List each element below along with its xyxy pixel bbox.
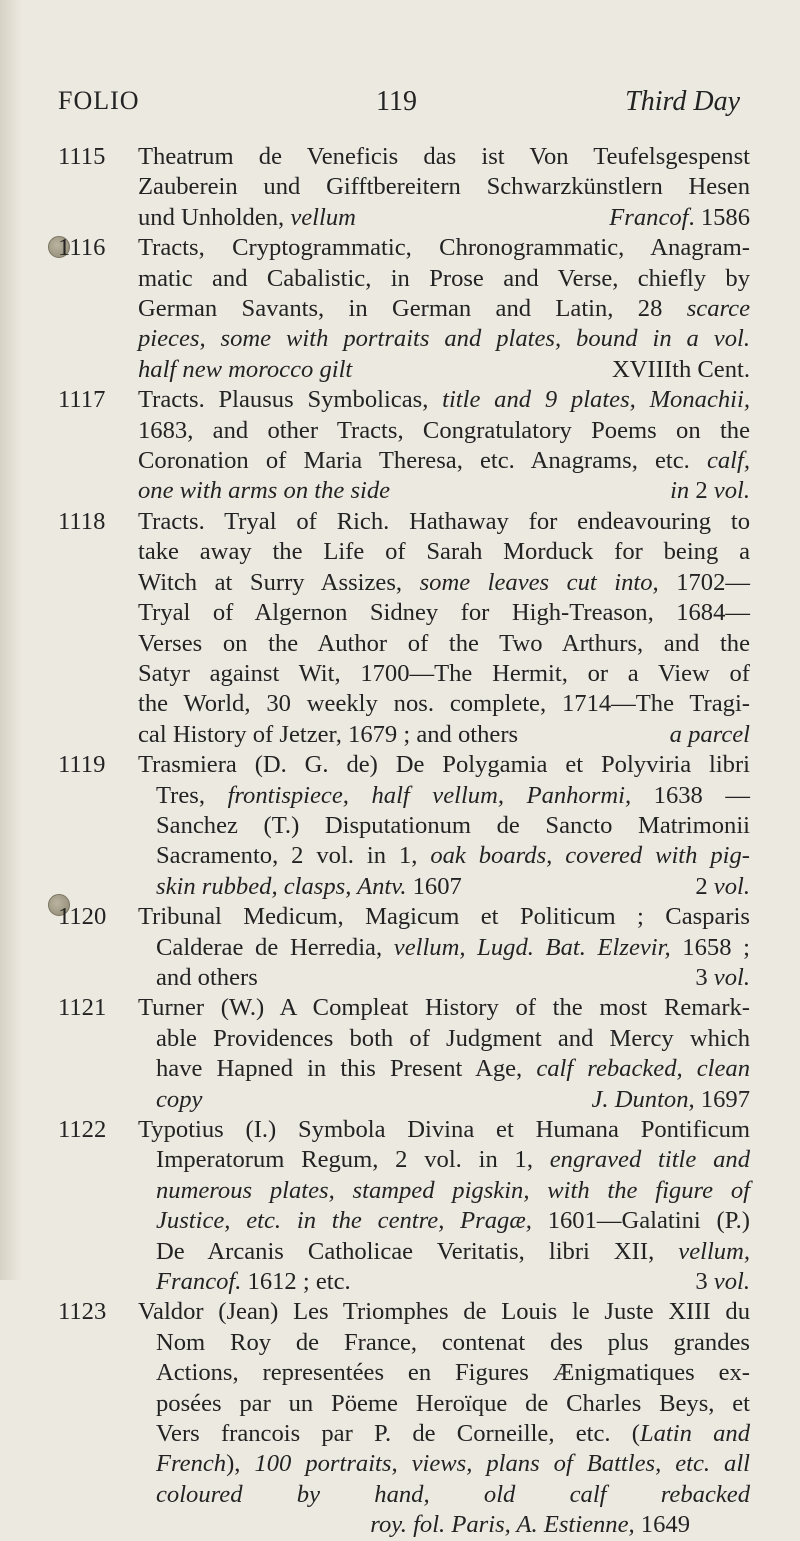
folio-label: FOLIO bbox=[58, 86, 140, 115]
entry-line-right bbox=[612, 355, 750, 385]
text-run: Satyr against Wit, 1700—The Hermit, or a View of bbox=[138, 659, 750, 687]
text-run: half new morocco gilt bbox=[138, 355, 353, 383]
text-run: matic and Cabalistic, in Prose and Verse, chiefly by bbox=[138, 264, 750, 292]
text-run: Theatrum de Veneficis das ist Von Teufelsgespenst bbox=[138, 143, 750, 170]
text-run: 3 bbox=[695, 963, 714, 991]
text-run: the World, 30 weekly nos. complete, 1714—The Tragi- bbox=[138, 690, 750, 718]
text-run: in bbox=[670, 477, 690, 505]
text-run: calf rebacked, clean bbox=[536, 1055, 750, 1083]
catalogue-entry bbox=[58, 142, 750, 233]
lot-number: 1122 bbox=[58, 1116, 107, 1143]
text-run: German Savants, in German and Latin, 28 bbox=[138, 295, 687, 323]
text-run: Vers francois par P. de Corneille, etc. ( bbox=[156, 1420, 640, 1448]
entry-line bbox=[138, 933, 750, 963]
page-header bbox=[58, 86, 740, 126]
entry-line-right bbox=[592, 1085, 751, 1115]
text-run: Tryal of Algernon Sidney for High-Treason, 1684— bbox=[138, 599, 750, 627]
text-run: French bbox=[156, 1450, 227, 1478]
text-run: Tres, bbox=[156, 781, 228, 809]
text-run: 2 bbox=[689, 477, 714, 505]
text-run: have Hapned in this Present Age, bbox=[156, 1055, 537, 1083]
entry-line bbox=[138, 233, 750, 263]
lot-number: 1121 bbox=[58, 994, 107, 1022]
text-run: 100 portraits, views, plans of Battles, etc. all bbox=[254, 1450, 750, 1478]
entry-line-right bbox=[695, 872, 750, 902]
text-run: Tracts. Plausus Symbolicas, bbox=[138, 386, 443, 414]
text-run: title and 9 plates, Monachii, bbox=[442, 386, 750, 414]
text-run: vol. bbox=[713, 477, 750, 505]
text-run: . 1586 bbox=[688, 203, 750, 231]
entry-line bbox=[138, 993, 750, 1023]
text-run: 1638 — bbox=[631, 781, 751, 809]
text-run: Justice, etc. in the centre, Pragæ, bbox=[156, 1207, 532, 1235]
entry-line bbox=[138, 446, 750, 476]
text-run: Valdor (Jean) Les Triomphes de Louis le Juste XIII du bbox=[138, 1298, 750, 1326]
text-run: Nom Roy de France, contenat des plus grandes bbox=[156, 1328, 750, 1356]
entry-line bbox=[138, 841, 750, 871]
text-run: cal History of Jetzer, 1679 ; and others bbox=[138, 720, 519, 748]
catalogue-entry bbox=[58, 1297, 750, 1539]
text-run: some leaves cut into, bbox=[419, 568, 659, 596]
text-run: roy. fol. Paris, A. Estienne, bbox=[370, 1511, 635, 1539]
text-run: Actions, representées en Figures Ænigmatiques ex- bbox=[156, 1359, 750, 1387]
entry-line bbox=[138, 1419, 750, 1449]
text-run: calf, bbox=[706, 447, 750, 475]
entry-line bbox=[138, 598, 750, 628]
text-run: vellum, bbox=[678, 1237, 750, 1265]
catalogue-entry bbox=[58, 233, 750, 385]
entry-line bbox=[138, 1297, 750, 1327]
entry-line bbox=[138, 264, 750, 294]
entry-line bbox=[138, 720, 750, 750]
entry-line bbox=[138, 142, 750, 172]
entry-line bbox=[138, 294, 750, 324]
entry-line bbox=[138, 1389, 750, 1419]
text-run: Zauberein und Gifftbereitern Schwarzkünstlern Hesen bbox=[138, 173, 750, 201]
text-run: Tracts, Cryptogrammatic, Chronogrammatic, Anagram- bbox=[138, 234, 750, 262]
text-run: coloured by hand, old calf rebacked bbox=[156, 1480, 750, 1508]
text-run: a parcel bbox=[669, 720, 750, 748]
entry-line bbox=[138, 811, 750, 841]
entry-line bbox=[138, 1115, 750, 1145]
text-run: numerous plates, stamped pigskin, with the figure of bbox=[156, 1176, 750, 1204]
entry-line bbox=[138, 416, 750, 446]
entry-line bbox=[138, 1267, 750, 1297]
text-run: take away the Life of Sarah Morduck for being a bbox=[138, 538, 750, 566]
text-run: Verses on the Author of the Two Arthurs, and the bbox=[138, 629, 750, 657]
text-run: ), bbox=[226, 1450, 255, 1478]
entry-line bbox=[138, 1176, 750, 1206]
text-run: Tribunal Medicum, Magicum et Politicum ; Casparis bbox=[138, 903, 750, 931]
text-run: Sanchez (T.) Disputationum de Sancto Matrimonii bbox=[156, 811, 750, 839]
text-run: copy bbox=[156, 1085, 203, 1113]
entry-line-right bbox=[609, 203, 750, 233]
lot-number: 1120 bbox=[58, 903, 107, 931]
entry-line bbox=[138, 1358, 750, 1388]
entry-line bbox=[138, 172, 750, 202]
entry-line bbox=[138, 355, 750, 385]
day-label: Third Day bbox=[625, 86, 740, 117]
text-run: scarce bbox=[686, 295, 750, 323]
entry-line-right bbox=[670, 476, 750, 506]
entry-line bbox=[138, 1024, 750, 1054]
entry-line bbox=[138, 629, 750, 659]
entry-line bbox=[138, 659, 750, 689]
catalogue-entry bbox=[58, 385, 750, 507]
entry-line bbox=[138, 507, 750, 537]
entry-line bbox=[138, 1480, 750, 1510]
text-run: Coronation of Maria Theresa, etc. Anagrams, etc. bbox=[138, 447, 707, 475]
entry-line bbox=[138, 537, 750, 567]
text-run: Typotius (I.) Symbola Divina et Humana Pontificum bbox=[138, 1116, 750, 1143]
text-run: und Unholden, bbox=[138, 203, 291, 231]
lot-number: 1116 bbox=[58, 234, 106, 262]
entry-line-right bbox=[695, 963, 750, 993]
entry-line bbox=[138, 872, 750, 902]
entry-line bbox=[138, 963, 750, 993]
text-run: vellum, Lugd. Bat. Elzevir, bbox=[393, 933, 671, 961]
text-run: Trasmiera (D. G. de) De Polygamia et Polyviria libri bbox=[138, 751, 750, 779]
text-run: pieces, some with portraits and plates, bound in a vol. bbox=[138, 325, 750, 353]
entry-line bbox=[138, 203, 750, 233]
catalogue-entry bbox=[58, 750, 750, 902]
text-run: posées par un Pöeme Heroïque de Charles Beys, et bbox=[156, 1389, 750, 1417]
text-run: Sacramento, 2 vol. in 1, bbox=[156, 842, 431, 870]
text-run: 1658 ; bbox=[670, 933, 750, 961]
catalogue-entry bbox=[58, 1115, 750, 1297]
text-run: 1683, and other Tracts, Congratulatory Poems on the bbox=[138, 416, 750, 444]
text-run: Francof. bbox=[156, 1268, 242, 1296]
entry-line bbox=[138, 476, 750, 506]
text-run: vol. bbox=[713, 872, 750, 900]
entry-line bbox=[138, 781, 750, 811]
text-run: skin rubbed, clasps, Antv. bbox=[156, 872, 407, 900]
catalogue-entry bbox=[58, 993, 750, 1115]
entry-line bbox=[138, 1085, 750, 1115]
entry-line bbox=[138, 385, 750, 415]
text-run: 2 bbox=[695, 872, 714, 900]
text-run: Turner (W.) A Compleat History of the most Remark- bbox=[138, 994, 750, 1022]
lot-number: 1117 bbox=[58, 386, 106, 414]
text-run: frontispiece, half vellum, Panhormi, bbox=[227, 781, 632, 809]
text-run: 1612 ; etc. bbox=[241, 1268, 351, 1296]
text-run: 1601—Galatini (P.) bbox=[531, 1207, 750, 1235]
text-run: vol. bbox=[713, 963, 750, 991]
text-run: Francof bbox=[609, 203, 689, 231]
text-run: vellum bbox=[290, 203, 356, 231]
text-run: engraved title and bbox=[549, 1146, 750, 1174]
entry-line bbox=[138, 1206, 750, 1236]
lot-number: 1123 bbox=[58, 1298, 107, 1326]
lot-number: 1115 bbox=[58, 143, 106, 170]
lot-number: 1119 bbox=[58, 751, 106, 779]
catalogue-entries bbox=[58, 142, 750, 1541]
page-edge-shadow bbox=[0, 0, 22, 1280]
text-run: Tracts. Tryal of Rich. Hathaway for endeavouring to bbox=[138, 507, 750, 535]
text-run: able Providences both of Judgment and Mercy which bbox=[156, 1024, 750, 1052]
text-run: Latin and bbox=[639, 1420, 750, 1448]
text-run: one with arms on the side bbox=[138, 477, 391, 505]
text-run: De Arcanis Catholicae Veritatis, libri XII, bbox=[156, 1237, 679, 1265]
entry-line-right bbox=[695, 1267, 750, 1297]
catalogue-entry bbox=[58, 507, 750, 750]
text-run: Calderae de Herredia, bbox=[156, 933, 394, 961]
entry-line bbox=[138, 1054, 750, 1084]
text-run: vol. bbox=[713, 1268, 750, 1296]
text-run: 1697 bbox=[694, 1085, 750, 1113]
catalogue-entry bbox=[58, 902, 750, 993]
text-run: XVIIIth Cent. bbox=[612, 355, 750, 383]
entry-line bbox=[138, 324, 750, 354]
entry-line-right bbox=[370, 1510, 690, 1540]
lot-number: 1118 bbox=[58, 507, 106, 535]
text-run: 1649 bbox=[634, 1511, 690, 1539]
text-run: 1702— bbox=[658, 568, 750, 596]
text-run: and others bbox=[156, 963, 258, 991]
entry-line bbox=[138, 1237, 750, 1267]
entry-line bbox=[138, 1145, 750, 1175]
entry-line bbox=[138, 902, 750, 932]
entry-line bbox=[138, 1328, 750, 1358]
text-run: J. Dunton, bbox=[591, 1085, 695, 1113]
text-run: 1607 bbox=[406, 872, 462, 900]
text-run: Imperatorum Regum, 2 vol. in 1, bbox=[156, 1146, 550, 1174]
entry-line bbox=[138, 750, 750, 780]
text-run: Witch at Surry Assizes, bbox=[138, 568, 420, 596]
entry-line bbox=[138, 1449, 750, 1479]
entry-line-right bbox=[670, 720, 750, 750]
folio-number: 119 bbox=[376, 86, 417, 117]
text-run: 3 bbox=[695, 1268, 714, 1296]
entry-line bbox=[138, 689, 750, 719]
text-run: oak boards, covered with pig- bbox=[430, 842, 750, 870]
entry-line bbox=[138, 568, 750, 598]
